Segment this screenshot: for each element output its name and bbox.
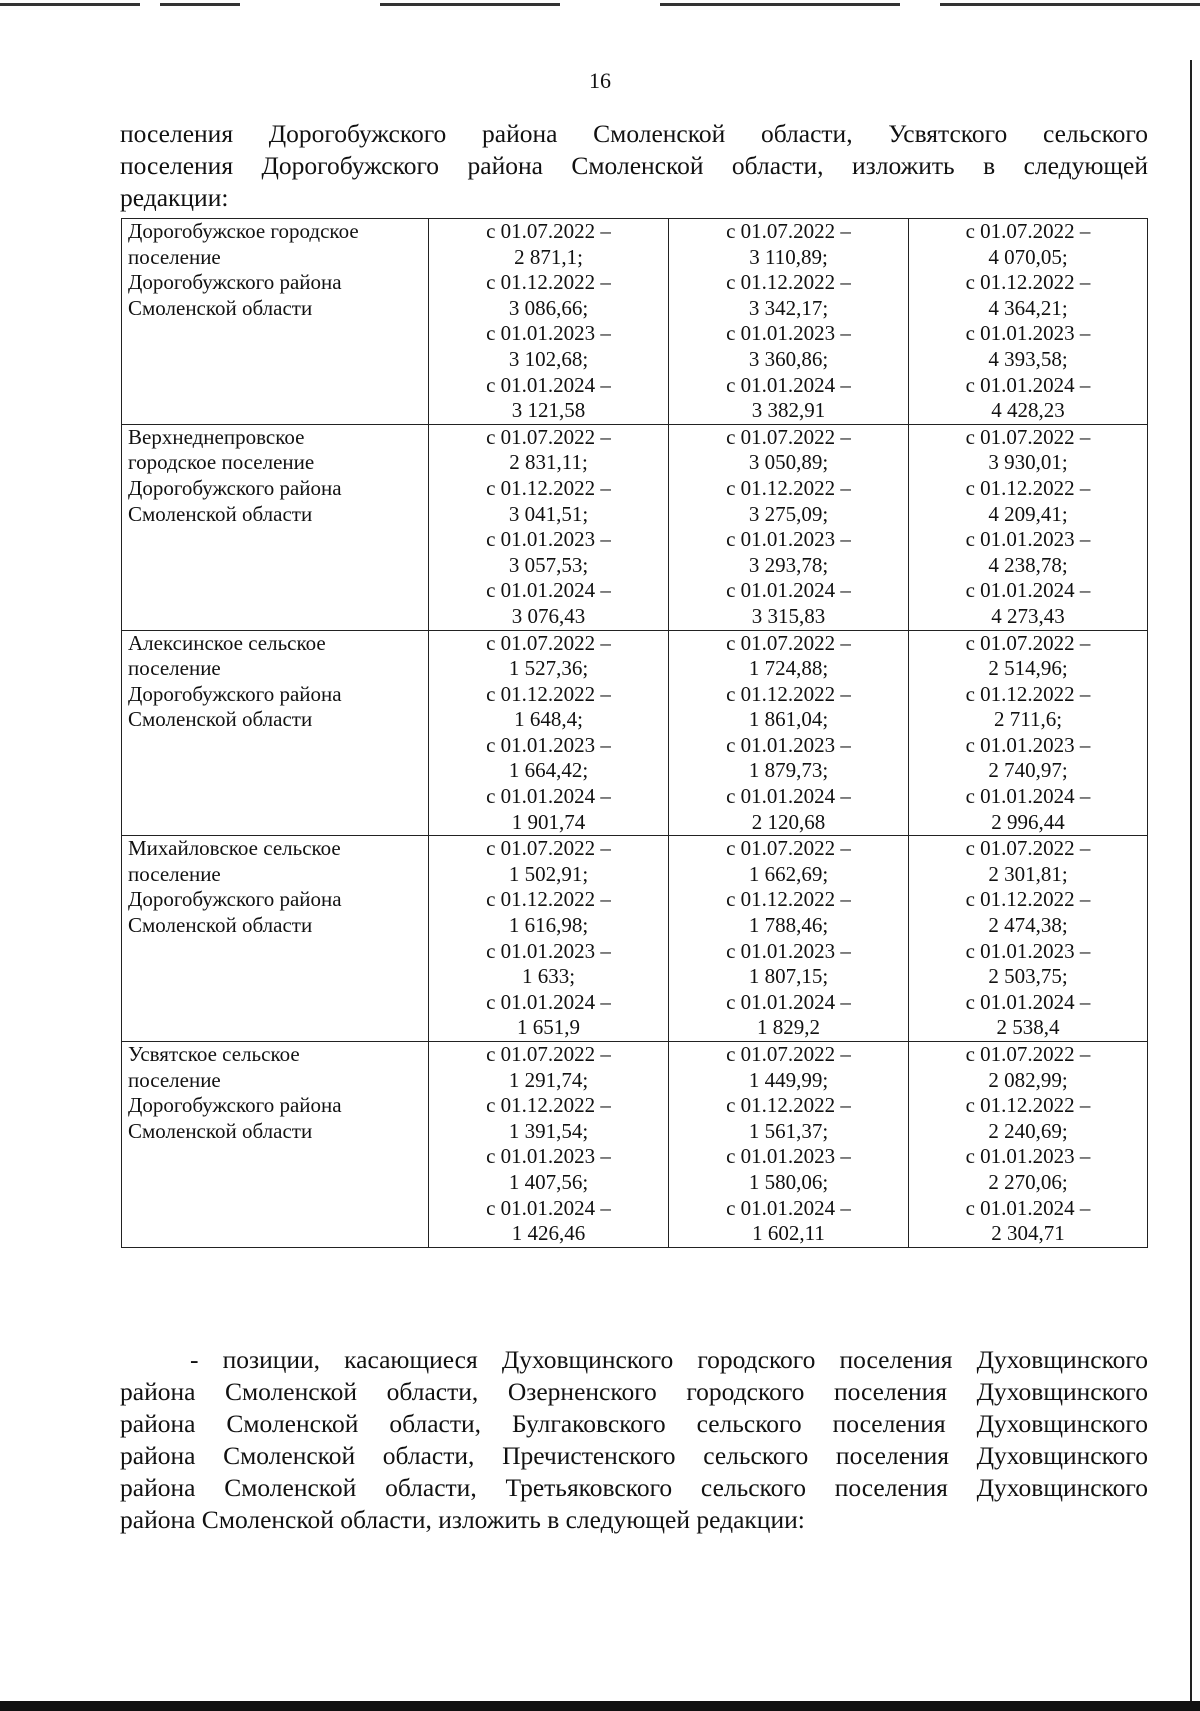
tariff-value-line: 2 270,06;: [988, 1169, 1068, 1194]
tariff-value-line: с 01.01.2024 –: [965, 1195, 1091, 1220]
tariff-value-line: с 01.12.2022 –: [965, 270, 1091, 295]
tariff-value-cell: [909, 219, 1148, 425]
settlement-name-line: Алексинское сельское: [128, 630, 326, 655]
intro-paragraph: [120, 118, 1148, 214]
tariff-value-line: 3 382,91: [751, 398, 826, 423]
tariff-value-line: с 01.12.2022 –: [726, 270, 851, 295]
tariff-value-line: с 01.01.2024 –: [486, 989, 611, 1014]
tariff-value-line: 2 120,68: [751, 809, 826, 834]
scan-edge-right: [1190, 60, 1192, 1710]
tariff-value-line: 1 561,37;: [748, 1118, 829, 1143]
tariff-value-line: с 01.07.2022 –: [965, 1042, 1091, 1066]
tariff-value-line: с 01.12.2022 –: [486, 475, 611, 500]
tariff-value-line: 1 616,98;: [508, 913, 589, 938]
settlement-name-line: Дорогобужского района: [128, 270, 342, 295]
tariff-value-line: 1 580,06;: [748, 1169, 829, 1194]
table-row: [122, 1042, 1148, 1248]
outro-line: - позиции, касающиеся Духовщинского городского поселения Духовщинского: [190, 1345, 1148, 1374]
tariff-value-line: 2 304,71: [991, 1221, 1065, 1246]
tariff-value-line: с 01.01.2023 –: [965, 732, 1091, 757]
tariff-value-line: с 01.07.2022 –: [965, 424, 1091, 449]
settlement-name-cell: [122, 1042, 429, 1248]
table-row: [122, 836, 1148, 1042]
outro-line: района Смоленской области, Озерненского городского поселения Духовщинского: [120, 1377, 1148, 1406]
tariff-value-line: с 01.01.2024 –: [965, 578, 1091, 603]
tariff-value-line: с 01.01.2023 –: [965, 938, 1091, 963]
tariff-value-line: 3 342,17;: [748, 295, 829, 320]
tariff-value-cell: [429, 1042, 669, 1248]
tariff-value-line: с 01.01.2023 –: [726, 938, 851, 963]
tariff-value-line: 3 315,83: [751, 603, 826, 628]
tariff-value-line: 2 240,69;: [988, 1118, 1068, 1143]
settlement-name-line: поселение: [128, 244, 221, 269]
tariff-value-line: 1 651,9: [517, 1015, 580, 1040]
table-row: [122, 219, 1148, 425]
settlement-name-line: Дорогобужского района: [128, 1093, 342, 1118]
tariff-value-line: с 01.12.2022 –: [726, 887, 851, 912]
tariff-value-cell: [669, 424, 909, 630]
tariff-value-cell: [429, 424, 669, 630]
tariff-value-line: с 01.01.2023 –: [726, 321, 851, 346]
settlement-name-cell: [122, 630, 429, 836]
tariff-value-line: 2 831,11;: [509, 450, 588, 475]
tariff-value-line: с 01.01.2023 –: [965, 527, 1091, 552]
tariff-value-line: 1 449,99;: [748, 1067, 829, 1092]
tariff-value-line: 1 426,46: [511, 1221, 586, 1246]
tariff-value-line: 1 648,4;: [514, 707, 583, 732]
tariff-value-cell: [429, 836, 669, 1042]
tariff-value-line: с 01.12.2022 –: [726, 475, 851, 500]
tariff-value-line: 4 273,43: [991, 603, 1065, 628]
tariff-value-line: с 01.01.2024 –: [486, 578, 611, 603]
settlement-name-line: Смоленской области: [128, 295, 313, 320]
settlement-name-cell: [122, 424, 429, 630]
tariff-value-line: с 01.07.2022 –: [486, 836, 611, 861]
tariff-value-line: с 01.12.2022 –: [965, 1093, 1091, 1118]
settlement-name-cell: [122, 836, 429, 1042]
tariff-value-line: с 01.07.2022 –: [726, 630, 851, 655]
outro-line: района Смоленской области, Третьяковского сельского поселения Духовщинского: [120, 1473, 1148, 1502]
tariff-value-line: с 01.07.2022 –: [486, 424, 611, 449]
settlement-name-line: городское поселение: [128, 450, 315, 475]
tariff-value-cell: [669, 219, 909, 425]
tariff-value-line: с 01.12.2022 –: [486, 681, 611, 706]
tariff-value-line: 3 076,43: [511, 603, 586, 628]
tariff-value-line: с 01.07.2022 –: [486, 630, 611, 655]
settlement-name-line: поселение: [128, 656, 221, 681]
settlement-name-line: поселение: [128, 1067, 221, 1092]
tariff-value-line: 1 788,46;: [748, 913, 829, 938]
tariff-value-line: с 01.12.2022 –: [726, 681, 851, 706]
tariff-value-cell: [429, 630, 669, 836]
settlement-name-line: поселение: [128, 861, 221, 886]
tariff-value-line: с 01.01.2023 –: [486, 732, 611, 757]
tariff-value-line: с 01.07.2022 –: [726, 424, 851, 449]
table-row: [122, 630, 1148, 836]
settlement-name-line: Смоленской области: [128, 1118, 313, 1143]
tariff-table-body: [122, 219, 1148, 1248]
tariff-value-line: 1 829,2: [757, 1015, 820, 1040]
settlement-name-line: Дорогобужского района: [128, 475, 342, 500]
intro-line: редакции:: [120, 183, 229, 212]
tariff-value-line: 2 301,81;: [988, 861, 1068, 886]
tariff-table: [121, 218, 1148, 1248]
tariff-value-line: 1 502,91;: [508, 861, 589, 886]
tariff-value-line: 1 407,56;: [508, 1169, 589, 1194]
tariff-value-cell: [669, 1042, 909, 1248]
tariff-value-line: с 01.12.2022 –: [726, 1093, 851, 1118]
tariff-value-line: 3 041,51;: [508, 501, 589, 526]
tariff-value-line: с 01.12.2022 –: [486, 887, 611, 912]
tariff-value-line: с 01.01.2024 –: [726, 784, 851, 809]
tariff-value-line: с 01.01.2023 –: [726, 732, 851, 757]
tariff-value-line: 2 711,6;: [993, 707, 1063, 732]
tariff-value-line: с 01.07.2022 –: [965, 836, 1091, 861]
tariff-value-cell: [429, 219, 669, 425]
tariff-value-line: с 01.01.2024 –: [486, 784, 611, 809]
tariff-value-line: 2 740,97;: [988, 758, 1068, 783]
tariff-value-line: 1 602,11: [752, 1221, 825, 1246]
tariff-value-line: 4 238,78;: [988, 552, 1068, 577]
tariff-value-line: с 01.07.2022 –: [726, 219, 851, 243]
scan-edge-top: [0, 3, 1200, 6]
tariff-value-line: 2 474,38;: [988, 913, 1068, 938]
settlement-name-line: Верхнеднепровское: [128, 424, 305, 449]
outro-line: района Смоленской области, Пречистенского сельского поселения Духовщинского: [120, 1441, 1148, 1470]
tariff-value-line: 4 364,21;: [988, 295, 1068, 320]
tariff-value-line: с 01.07.2022 –: [726, 1042, 851, 1066]
tariff-value-line: 4 209,41;: [988, 501, 1068, 526]
tariff-value-line: 1 633;: [521, 964, 576, 989]
settlement-name-line: Усвятское сельское: [128, 1042, 300, 1066]
settlement-name-line: Смоленской области: [128, 501, 313, 526]
intro-line: поселения Дорогобужского района Смоленской области, Усвятского сельского: [120, 119, 1148, 148]
settlement-name-line: Дорогобужское городское: [128, 219, 359, 243]
tariff-value-line: 1 901,74: [511, 809, 586, 834]
tariff-value-line: 1 861,04;: [748, 707, 829, 732]
tariff-value-line: с 01.01.2024 –: [726, 989, 851, 1014]
tariff-value-cell: [909, 836, 1148, 1042]
tariff-value-line: с 01.07.2022 –: [486, 1042, 611, 1066]
tariff-value-line: 3 057,53;: [508, 552, 589, 577]
tariff-value-line: 1 724,88;: [748, 656, 829, 681]
tariff-value-line: с 01.01.2023 –: [965, 1144, 1091, 1169]
tariff-value-line: с 01.12.2022 –: [965, 475, 1091, 500]
page-number: 16: [589, 68, 611, 93]
tariff-value-line: 1 662,69;: [748, 861, 829, 886]
tariff-value-line: с 01.01.2024 –: [486, 1195, 611, 1220]
tariff-value-line: 3 086,66;: [508, 295, 589, 320]
scan-edge-bottom: [0, 1701, 1200, 1711]
tariff-value-line: 3 110,89;: [749, 244, 828, 269]
tariff-value-line: с 01.01.2023 –: [486, 938, 611, 963]
tariff-value-line: с 01.01.2024 –: [965, 372, 1091, 397]
tariff-value-line: с 01.01.2024 –: [965, 989, 1091, 1014]
tariff-value-line: 3 121,58: [511, 398, 586, 423]
tariff-value-line: 1 291,74;: [508, 1067, 589, 1092]
outro-paragraph: [120, 1344, 1148, 1536]
tariff-value-line: 2 514,96;: [988, 656, 1068, 681]
tariff-value-line: 3 293,78;: [748, 552, 829, 577]
tariff-value-cell: [909, 630, 1148, 836]
intro-line: поселения Дорогобужского района Смоленской области, изложить в следующей: [120, 151, 1148, 180]
tariff-value-line: с 01.01.2023 –: [726, 1144, 851, 1169]
tariff-value-line: 3 275,09;: [748, 501, 829, 526]
tariff-value-line: с 01.01.2024 –: [726, 578, 851, 603]
tariff-value-line: с 01.12.2022 –: [965, 887, 1091, 912]
table-row: [122, 424, 1148, 630]
tariff-value-line: с 01.07.2022 –: [726, 836, 851, 861]
tariff-value-line: 1 391,54;: [508, 1118, 589, 1143]
tariff-value-line: 1 527,36;: [508, 656, 589, 681]
tariff-value-line: с 01.01.2023 –: [486, 1144, 611, 1169]
tariff-value-line: с 01.12.2022 –: [486, 270, 611, 295]
tariff-value-line: с 01.01.2023 –: [726, 527, 851, 552]
tariff-value-line: с 01.01.2024 –: [965, 784, 1091, 809]
tariff-value-cell: [669, 630, 909, 836]
tariff-value-line: с 01.01.2023 –: [486, 527, 611, 552]
tariff-value-cell: [909, 424, 1148, 630]
tariff-value-line: с 01.01.2023 –: [486, 321, 611, 346]
tariff-value-cell: [669, 836, 909, 1042]
tariff-value-line: 3 360,86;: [748, 346, 829, 371]
tariff-value-line: с 01.01.2023 –: [965, 321, 1091, 346]
outro-line: района Смоленской области, Булгаковского сельского поселения Духовщинского: [120, 1409, 1148, 1438]
settlement-name-line: Смоленской области: [128, 913, 313, 938]
tariff-value-line: 4 070,05;: [988, 244, 1068, 269]
outro-line: района Смоленской области, изложить в следующей редакции:: [120, 1505, 805, 1534]
tariff-value-line: 2 996,44: [991, 809, 1065, 834]
tariff-value-line: 3 102,68;: [508, 346, 589, 371]
tariff-value-line: с 01.12.2022 –: [486, 1093, 611, 1118]
tariff-value-cell: [909, 1042, 1148, 1248]
tariff-value-line: с 01.01.2024 –: [726, 372, 851, 397]
tariff-value-line: 3 050,89;: [748, 450, 829, 475]
tariff-value-line: 2 871,1;: [514, 244, 583, 269]
settlement-name-line: Дорогобужского района: [128, 681, 342, 706]
tariff-value-line: 4 393,58;: [988, 346, 1068, 371]
settlement-name-line: Смоленской области: [128, 707, 313, 732]
tariff-value-line: с 01.07.2022 –: [486, 219, 611, 243]
tariff-value-line: 3 930,01;: [988, 450, 1068, 475]
settlement-name-line: Михайловское сельское: [128, 836, 341, 861]
tariff-value-line: 1 664,42;: [508, 758, 589, 783]
tariff-value-line: 1 807,15;: [748, 964, 829, 989]
tariff-value-line: с 01.07.2022 –: [965, 219, 1091, 243]
tariff-value-line: 2 503,75;: [988, 964, 1068, 989]
settlement-name-line: Дорогобужского района: [128, 887, 342, 912]
tariff-value-line: 1 879,73;: [748, 758, 829, 783]
tariff-value-line: с 01.07.2022 –: [965, 630, 1091, 655]
tariff-value-line: 2 538,4: [996, 1015, 1060, 1040]
tariff-value-line: 2 082,99;: [988, 1067, 1068, 1092]
tariff-value-line: с 01.01.2024 –: [726, 1195, 851, 1220]
settlement-name-cell: [122, 219, 429, 425]
tariff-value-line: с 01.12.2022 –: [965, 681, 1091, 706]
tariff-value-line: 4 428,23: [991, 398, 1065, 423]
tariff-value-line: с 01.01.2024 –: [486, 372, 611, 397]
